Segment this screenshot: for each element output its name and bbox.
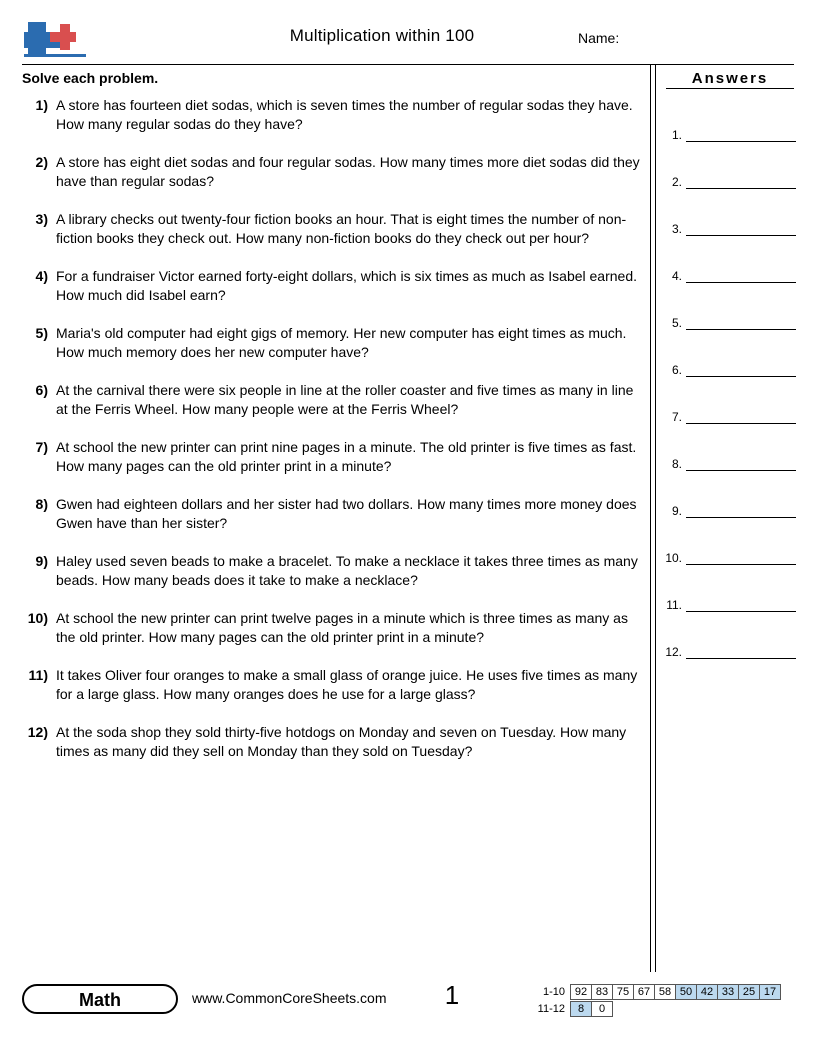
problem-text: Gwen had eighteen dollars and her sister had two dollars. How many times more money does Gwen have than her sister?: [56, 496, 637, 531]
problem-text: At the soda shop they sold thirty-five hotdogs on Monday and seven on Tuesday. How many times as many did they sell on Monday than they sold on Tuesday?: [56, 724, 627, 759]
plus-blue-red-icon: [22, 18, 88, 58]
answer-label: 2.: [671, 175, 682, 189]
problem-number: 11): [28, 667, 48, 683]
answer-blank[interactable]: [686, 645, 796, 659]
problem-item: [22, 666, 642, 704]
answer-key-range: 11-12: [537, 1003, 565, 1015]
answer-row[interactable]: [660, 535, 796, 565]
answer-key-row: [530, 984, 780, 1000]
answer-row[interactable]: [660, 347, 796, 377]
problem-number: 6): [35, 382, 48, 398]
answer-key-row: [530, 1001, 780, 1017]
problem-text: For a fundraiser Victor earned forty-eight dollars, which is six times as much as Isabel earned. How much did Isabel earn?: [56, 268, 637, 303]
answer-key-cell: 50: [675, 984, 697, 1000]
problem-text: A library checks out twenty-four fiction books an hour. That is eight times the number of non-fiction books they check out. How many non-fiction books do they check out per hour?: [56, 211, 627, 246]
page-footer: [22, 980, 794, 1040]
answer-key-cell: 42: [696, 984, 718, 1000]
problem-number: 12): [27, 724, 48, 740]
answer-label: 1.: [671, 128, 682, 142]
answer-blank[interactable]: [686, 504, 796, 518]
problem-number: 9): [35, 553, 48, 569]
answer-key-cell: 83: [591, 984, 613, 1000]
answer-blank[interactable]: [686, 363, 796, 377]
problem-text: Haley used seven beads to make a bracelet. To make a necklace it takes three times as many beads. How many beads does it take to make a necklace?: [56, 553, 638, 588]
problem-number: 1): [35, 97, 48, 113]
answer-row[interactable]: [660, 441, 796, 471]
problem-item: [22, 552, 642, 590]
column-divider-right: [655, 64, 656, 972]
answer-key-cell: 25: [738, 984, 760, 1000]
problem-number: 10): [27, 610, 48, 626]
column-divider-left: [650, 64, 651, 972]
answer-key-cell: 92: [570, 984, 592, 1000]
answer-label: 5.: [671, 316, 682, 330]
problem-item: [22, 324, 642, 362]
answer-key-cell: 58: [654, 984, 676, 1000]
answer-blank[interactable]: [686, 175, 796, 189]
answer-blank[interactable]: [686, 410, 796, 424]
instruction-text: Solve each problem.: [22, 70, 159, 86]
problem-number: 7): [35, 439, 48, 455]
answer-row[interactable]: [660, 629, 796, 659]
answer-key-range: 1-10: [542, 986, 565, 998]
name-label: Name:: [578, 30, 620, 46]
problem-list: [22, 96, 642, 780]
answer-row[interactable]: [660, 394, 796, 424]
page-title: Multiplication within 100: [289, 26, 475, 45]
answer-key-cell: 33: [717, 984, 739, 1000]
answer-key-cell: 8: [570, 1001, 592, 1017]
answer-key-cell: 67: [633, 984, 655, 1000]
answer-row[interactable]: [660, 159, 796, 189]
answers-heading: Answers: [666, 70, 794, 89]
answer-label: 9.: [671, 504, 682, 518]
answer-row[interactable]: [660, 300, 796, 330]
problem-item: [22, 495, 642, 533]
problem-item: [22, 153, 642, 191]
problem-text: A store has fourteen diet sodas, which is seven times the number of regular sodas they have. How many regular sodas do they have?: [56, 97, 633, 132]
problem-number: 8): [35, 496, 48, 512]
problem-number: 2): [35, 154, 48, 170]
answer-blank[interactable]: [686, 598, 796, 612]
answer-key-cell: 0: [591, 1001, 613, 1017]
problem-text: At the carnival there were six people in line at the roller coaster and five times as many in line at the Ferris Wheel. How many people were at the Ferris Wheel?: [56, 382, 634, 417]
problem-item: [22, 210, 642, 248]
answer-label: 8.: [671, 457, 682, 471]
problem-item: [22, 438, 642, 476]
subject-badge: Math: [22, 984, 178, 1014]
problem-item: [22, 381, 642, 419]
problem-item: [22, 267, 642, 305]
problem-item: [22, 723, 642, 761]
answer-row[interactable]: [660, 253, 796, 283]
answer-label: 10.: [665, 551, 682, 565]
problem-item: [22, 609, 642, 647]
page-number: 1: [444, 980, 460, 1010]
answer-blank[interactable]: [686, 222, 796, 236]
answer-blank[interactable]: [686, 269, 796, 283]
answer-key-block: [530, 984, 780, 1018]
answer-list: [660, 112, 796, 676]
problem-text: At school the new printer can print nine pages in a minute. The old printer is five times as fast. How many pages can the old printer print in a minute?: [56, 439, 637, 474]
answer-label: 7.: [671, 410, 682, 424]
problem-text: Maria's old computer had eight gigs of memory. Her new computer has eight times as much. How much memory does her new computer have?: [56, 325, 627, 360]
answer-row[interactable]: [660, 112, 796, 142]
problem-text: At school the new printer can print twelve pages in a minute which is three times as many as the old printer. How many pages can the old printer print in a minute?: [56, 610, 628, 645]
answer-label: 3.: [671, 222, 682, 236]
answer-blank[interactable]: [686, 457, 796, 471]
problem-number: 5): [35, 325, 48, 341]
answer-label: 12.: [665, 645, 682, 659]
answer-blank[interactable]: [686, 316, 796, 330]
answer-blank[interactable]: [686, 128, 796, 142]
answer-label: 11.: [666, 598, 682, 612]
answer-label: 6.: [671, 363, 682, 377]
answer-key-cell: 17: [759, 984, 781, 1000]
name-field[interactable]: [630, 48, 812, 49]
answer-row[interactable]: [660, 582, 796, 612]
answer-blank[interactable]: [686, 551, 796, 565]
answer-row[interactable]: [660, 206, 796, 236]
problem-number: 4): [35, 268, 48, 284]
problem-text: A store has eight diet sodas and four regular sodas. How many times more diet sodas did they have than regular sodas?: [56, 154, 640, 189]
answer-row[interactable]: [660, 488, 796, 518]
answer-label: 4.: [671, 269, 682, 283]
problem-text: It takes Oliver four oranges to make a small glass of orange juice. He uses five times as many for a large glass. How many oranges does he use for a large glass?: [56, 667, 638, 702]
problem-item: [22, 96, 642, 134]
site-url[interactable]: www.CommonCoreSheets.com: [192, 990, 387, 1006]
answer-key-cell: 75: [612, 984, 634, 1000]
page-header: [22, 18, 794, 60]
problem-number: 3): [35, 211, 48, 227]
header-divider: [22, 64, 794, 65]
